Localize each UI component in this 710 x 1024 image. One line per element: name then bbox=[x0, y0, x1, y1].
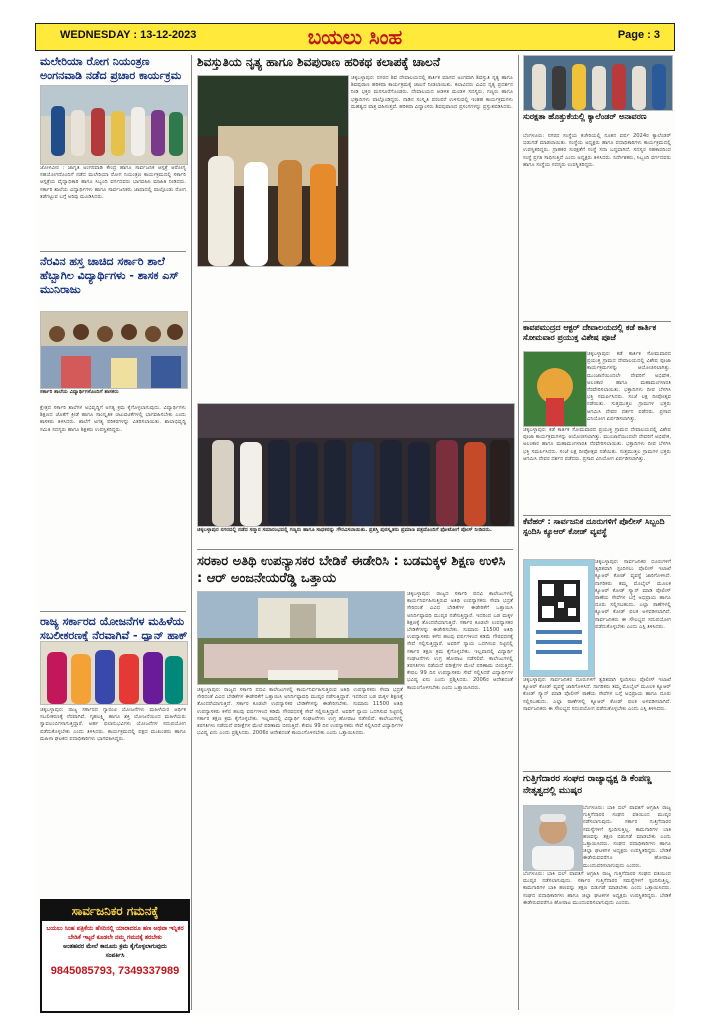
article-headline: ಮಲೇರಿಯಾ ರೋಗ ನಿಯಂತ್ರಣ ಅಂಗನವಾಡಿ ನಡೆದ ಪ್ರಚಾರ ಕಾರ್ಯಕ್ರಮ bbox=[40, 55, 182, 82]
notice-line: ಅಂತಹವರ ಮೇಲೆ ಕಾನೂನು ಕ್ರಮ ಕೈಗೊಳ್ಳಲಾಗುವುದು bbox=[63, 943, 167, 950]
article-headline: ನೆರವಿನ ಹಸ್ತ ಚಾಚಿದ ಸರ್ಕಾರಿ ಶಾಲೆ ಹೆಬ್ಬಾಗಿಲ ವಿದ್ಯಾರ್ಥಿಗಳು - ಶಾಸಕ ಎಸ್ ಮುನಿರಾಜು bbox=[40, 255, 179, 296]
notice-title: ಸಾರ್ವಜನಿಕರ ಗಮನಕ್ಕೆ bbox=[42, 901, 188, 921]
article-women bbox=[40, 615, 188, 643]
column-divider bbox=[191, 55, 192, 1010]
article-headline: ಸರಕಾರ ಅತಿಥಿ ಉಪನ್ಯಾಸಕರ ಬೇಡಿಕೆ ಈಡೇರಿಸಿ : ಬಡಮಕ್ಕಳ ಶಿಕ್ಷಣ ಉಳಿಸಿ : ಆರ್ ಅಂಜನೇಯರೆಡ್ಡಿ ಒತ್ತಾಯ bbox=[197, 554, 506, 586]
article-headline: ಗುತ್ತಿಗೆದಾರರ ಸಂಘದ ರಾಜ್ಯಾಧ್ಯಕ್ಷ ಡಿ ಕೆಂಪಣ್ಣ ನೇತೃತ್ವದಲ್ಲಿ ಮುಷ್ಕರ bbox=[523, 774, 652, 796]
article-body: ಬೆಂಗಳೂರು: ನಗರದ ಸಂಸ್ಥೆಯ ಕಚೇರಿಯಲ್ಲಿ ನೂತನ ವರ್ಷ 2024ರ ಕ್ಯಾಲೆಂಡರ್ ಬಿಡುಗಡೆ ಮಾಡಲಾಯಿತು. ಸಂಸ್ಥೆಯ ಅಧ್ಯಕ್ಷರು ಹಾಗೂ ಪದಾಧಿಕಾರಿಗಳು ಕಾರ್ಯಕ್ರಮದಲ್ಲಿ ಉಪಸ್ಥಿತರಿದ್ದರು. ಗ್ರಾಹಕರ ಸುರಕ್ಷತೆಗೆ ಸಂಸ್ಥೆ ಸದಾ ಬದ್ಧವಾಗಿದೆ. ಸದಸ್ಯರ ಸಹಕಾರದಿಂದ ಸಂಸ್ಥೆ ಪ್ರಗತಿ ಸಾಧಿಸುತ್ತಿದೆ ಎಂದು ಅಧ್ಯಕ್ಷರು ತಿಳಿಸಿದರು. ನಿರ್ದೇಶಕರು, ಸಿಬ್ಬಂದಿ ವರ್ಗದವರು ಹಾಗೂ ಸಂಸ್ಥೆಯ ಸದಸ್ಯರು ಉಪಸ್ಥಿತರಿದ್ದರು. bbox=[523, 133, 671, 168]
article-photo bbox=[523, 55, 673, 111]
article-divider bbox=[523, 771, 671, 772]
article-photo bbox=[523, 351, 587, 427]
article-headline: ರಾಜ್ಯ ಸರ್ಕಾರದ ಯೋಜನೆಗಳ ಮಹಿಳೆಯ ಸಬಲೀಕರಣಕ್ಕೆ ನೆರವಾಗಿವೆ - ಧ್ಯಾನ್ ಹಾಕ್ bbox=[40, 615, 188, 642]
article-body: ಚಿಕ್ಕಬಳ್ಳಾಪುರ: ಸಾರ್ವಜನಿಕರ ದೂರುಗಳಿಗೆ ತ್ವರಿತವಾಗಿ ಸ್ಪಂದಿಸಲು ಪೊಲೀಸ್ ಇಲಾಖೆ ಕ್ಯೂಆರ್ ಕೋಡ್ ವ್ಯವಸ್ಥೆ ಜಾರಿಗೊಳಿಸಿದೆ. ನಾಗರಿಕರು ತಮ್ಮ ಮೊಬೈಲ್ ಮೂಲಕ ಕ್ಯೂಆರ್ ಕೋಡ್ ಸ್ಕ್ಯಾನ್ ಮಾಡಿ ಪೊಲೀಸ್ ಠಾಣೆಯ ಸೇವೆಗಳ ಬಗ್ಗೆ ಅಭಿಪ್ರಾಯ ಹಾಗೂ ದೂರು ಸಲ್ಲಿಸಬಹುದು. ಎಲ್ಲಾ ಠಾಣೆಗಳಲ್ಲಿ ಕ್ಯೂಆರ್ ಕೋಡ್ ಫಲಕ ಅಳವಡಿಸಲಾಗಿದೆ. ಸಾರ್ವಜನಿಕರು ಈ ಸೌಲಭ್ಯದ ಸದುಪಯೋಗ ಪಡೆದುಕೊಳ್ಳಬೇಕು ಎಂದು ಎಸ್ಪಿ ತಿಳಿಸಿದರು. bbox=[595, 559, 671, 630]
article-body: ಜೋಳವೀರ : ಜಾಗೃತಿ ಅಂಗನವಾಡಿ ಕೇಂದ್ರ ಹಾಗೂ ಸಾರ್ವಜನಿಕ ಆಸ್ಪತ್ರೆ ಆರೋಗ್ಯ ಸಹಯೋಗದೊಂದಿಗೆ ನಡೆದ ಮಲೇರಿಯಾ ರೋಗ ನಿಯಂತ್ರಣ ಕಾರ್ಯಕ್ರಮದಲ್ಲಿ ಸರ್ಕಾರಿ ಆಸ್ಪತ್ರೆಯ ವೈದ್ಯಾಧಿಕಾರಿ ಹಾಗೂ ಸಿಬ್ಬಂದಿ ವರ್ಗದವರು ಭಾಗವಹಿಸಿ ಮಾಹಿತಿ ನೀಡಿದರು. ಸರ್ಕಾರಿ ಶಾಲೆಯ ವಿದ್ಯಾರ್ಥಿಗಳು ಹಾಗೂ ಸಾರ್ವಜನಿಕರು ಜಾಥಾದಲ್ಲಿ ಪಾಲ್ಗೊಂಡು ರೋಗ ತಡೆಗಟ್ಟುವ ಬಗ್ಗೆ ಅರಿವು ಮೂಡಿಸಿದರು. bbox=[40, 165, 186, 200]
article-photo bbox=[197, 403, 515, 527]
article-photo bbox=[40, 85, 188, 165]
article-photo bbox=[523, 805, 583, 871]
article-headline: ಶಿವಸ್ತುತಿಯ ನೃತ್ಯ ಹಾಗೂ ಶಿವಪುರಾಣ ಹರಿಕಥ ಕಲಾಪಕ್ಕೆ ಚಾಲನೆ bbox=[197, 55, 440, 69]
article-divider bbox=[40, 611, 186, 612]
article-body: ಚಿಕ್ಕಬಳ್ಳಾಪುರ: ರಾಜ್ಯ ಸರ್ಕಾರದ ಗ್ಯಾರಂಟಿ ಯೋಜನೆಗಳು ಮಹಿಳೆಯರ ಆರ್ಥಿಕ ಸಬಲೀಕರಣಕ್ಕೆ ನೆರವಾಗಿವೆ. ಗೃಹಲಕ್ಷ್ಮಿ ಹಾಗೂ ಶಕ್ತಿ ಯೋಜನೆಯಿಂದ ಮಹಿಳೆಯರು ಸ್ವಾವಲಂಬಿಗಳಾಗುತ್ತಿದ್ದಾರೆ. ಅರ್ಹ ಫಲಾನುಭವಿಗಳು ಯೋಜನೆಗಳ ಸದುಪಯೋಗ ಪಡೆದುಕೊಳ್ಳಬೇಕು ಎಂದು ತಿಳಿಸಿದರು. ಕಾರ್ಯಕ್ರಮದಲ್ಲಿ ಪಕ್ಷದ ಮುಖಂಡರು ಹಾಗೂ ಮಹಿಳಾ ಘಟಕದ ಪದಾಧಿಕಾರಿಗಳು ಭಾಗವಹಿಸಿದ್ದರು. bbox=[40, 707, 186, 742]
notice-line: ಬಯಲು ಸಿಂಹ ಪತ್ರಿಕೆಯ ಹೆಸರಿನಲ್ಲಿ ಯಾರಾದರೂ ಹಣ ಅಥವಾ ಇನ್ನಿತರ ಬೇಡಿಕೆ ಇಟ್ಟರೆ ಕೂಡಲೇ ನಮ್ಮ ಗಮನಕ್ಕೆ ತರಬೇಕು bbox=[46, 925, 184, 941]
public-notice-box bbox=[40, 899, 190, 1013]
article-photo bbox=[197, 591, 405, 685]
article-photo bbox=[197, 75, 349, 267]
article-headline: ಕೆವೆಹರ್ : ಸಾರ್ವಜನಿಕ ದೂರುಗಳಿಗೆ ಪೊಲೀಸ್ ಸಿಬ್ಬಂದಿ ಸ್ಪಂದಿಸಿ ಕ್ಯೂಆರ್ ಕೋಡ್ ವ್ಯವಸ್ಥೆ bbox=[523, 517, 665, 536]
article-headline: ಸುರಕ್ಷತಾ ಹೊತ್ತುಕೆಯಲ್ಲಿ ಕ್ಯಾಲೆಂಡರ್ ಅನಾವರಣ bbox=[523, 112, 647, 121]
article-calendar bbox=[523, 112, 671, 122]
article-divider bbox=[40, 251, 186, 252]
article-contractors bbox=[523, 773, 671, 797]
article-divider bbox=[523, 515, 671, 516]
article-body-continued: ಚಿಕ್ಕಬಳ್ಳಾಪುರ: ಸಾರ್ವಜನಿಕರ ದೂರುಗಳಿಗೆ ತ್ವರಿತವಾಗಿ ಸ್ಪಂದಿಸಲು ಪೊಲೀಸ್ ಇಲಾಖೆ ಕ್ಯೂಆರ್ ಕೋಡ್ ವ್ಯವಸ್ಥೆ ಜಾರಿಗೊಳಿಸಿದೆ. ನಾಗರಿಕರು ತಮ್ಮ ಮೊಬೈಲ್ ಮೂಲಕ ಕ್ಯೂಆರ್ ಕೋಡ್ ಸ್ಕ್ಯಾನ್ ಮಾಡಿ ಪೊಲೀಸ್ ಠಾಣೆಯ ಸೇವೆಗಳ ಬಗ್ಗೆ ಅಭಿಪ್ರಾಯ ಹಾಗೂ ದೂರು ಸಲ್ಲಿಸಬಹುದು. ಎಲ್ಲಾ ಠಾಣೆಗಳಲ್ಲಿ ಕ್ಯೂಆರ್ ಕೋಡ್ ಫಲಕ ಅಳವಡಿಸಲಾಗಿದೆ. ಸಾರ್ವಜನಿಕರು ಈ ಸೌಲಭ್ಯದ ಸದುಪಯೋಗ ಪಡೆದುಕೊಳ್ಳಬೇಕು ಎಂದು ಎಸ್ಪಿ ತಿಳಿಸಿದರು. bbox=[523, 677, 671, 712]
column-divider bbox=[518, 55, 519, 1010]
page-number: Page : 3 bbox=[617, 29, 660, 41]
article-school bbox=[40, 255, 188, 297]
notice-line: ಸಂಪರ್ಕಿಸಿ bbox=[105, 952, 125, 959]
article-body: ಚಿಕ್ಕಬಳ್ಳಾಪುರ: ನಗರದ ಶಿವ ದೇವಾಲಯದಲ್ಲಿ ಕಾರ್ತಿಕ ಮಾಸದ ಅಂಗವಾಗಿ ಶಿವಸ್ತುತಿ ನೃತ್ಯ ಹಾಗೂ ಶಿವಪುರಾಣ ಹರಿಕಥಾ ಕಾರ್ಯಕ್ರಮಕ್ಕೆ ಚಾಲನೆ ನೀಡಲಾಯಿತು. ಕಲಾವಿದರು ವಿವಿಧ ನೃತ್ಯ ಪ್ರದರ್ಶನ ನೀಡಿ ಭಕ್ತರ ಮನಸೂರೆಗೊಂಡರು. ದೇವಾಲಯದ ಆಡಳಿತ ಮಂಡಳಿ ಸದಸ್ಯರು, ಗಣ್ಯರು ಹಾಗೂ ಭಕ್ತಾದಿಗಳು ಪಾಲ್ಗೊಂಡಿದ್ದರು. ನಾಡಿನ ಸಂಸ್ಕೃತಿ ಪರಂಪರೆ ಉಳಿಸುವಲ್ಲಿ ಇಂತಹ ಕಾರ್ಯಕ್ರಮಗಳು ಮಹತ್ವದ ಪಾತ್ರ ವಹಿಸುತ್ತವೆ. ಹರಿಕಥಾ ವಿದ್ವಾಂಸರು ಶಿವಪುರಾಣದ ಪ್ರಸಂಗಗಳನ್ನು ಪ್ರಸ್ತುತಪಡಿಸಿದರು. bbox=[351, 75, 513, 110]
article-temple bbox=[523, 323, 671, 343]
article-photo bbox=[40, 311, 188, 389]
article-malaria bbox=[40, 55, 188, 83]
masthead-bar bbox=[35, 23, 675, 51]
article-body-continued: ಚಿಕ್ಕಬಳ್ಳಾಪುರ: ರಾಜ್ಯದ ಸರ್ಕಾರಿ ಪದವಿ ಕಾಲೇಜುಗಳಲ್ಲಿ ಕಾರ್ಯನಿರ್ವಹಿಸುತ್ತಿರುವ ಅತಿಥಿ ಉಪನ್ಯಾಸಕರು ಸೇವಾ ಭದ್ರತೆ ಸೇರಿದಂತೆ ವಿವಿಧ ಬೇಡಿಕೆಗಳ ಈಡೇರಿಕೆಗೆ ಒತ್ತಾಯಿಸಿ ಅನಿರ್ದಿಷ್ಟಾವಧಿ ಮುಷ್ಕರ ನಡೆಸುತ್ತಿದ್ದಾರೆ. ಇದರಿಂದ ಬಡ ಮಕ್ಕಳ ಶಿಕ್ಷಣಕ್ಕೆ ತೊಂದರೆಯಾಗುತ್ತಿದೆ. ಸರ್ಕಾರ ಕೂಡಲೇ ಉಪನ್ಯಾಸಕರ ಬೇಡಿಕೆಗಳನ್ನು ಈಡೇರಿಸಬೇಕು. ಸುಮಾರು 11500 ಅತಿಥಿ ಉಪನ್ಯಾಸಕರು ಕಳೆದ ಹಲವು ವರ್ಷಗಳಿಂದ ಕಡಿಮೆ ಗೌರವಧನಕ್ಕೆ ಸೇವೆ ಸಲ್ಲಿಸುತ್ತಿದ್ದಾರೆ. ಅವರಿಗೆ ನ್ಯಾಯ ಒದಗಿಸುವ ನಿಟ್ಟಿನಲ್ಲಿ ಸರ್ಕಾರ ತಕ್ಷಣ ಕ್ರಮ ಕೈಗೊಳ್ಳಬೇಕು. ಇಲ್ಲವಾದಲ್ಲಿ ವಿದ್ಯಾರ್ಥಿ ಸಂಘಟನೆಗಳು ಉಗ್ರ ಹೋರಾಟ ನಡೆಸಲಿವೆ. ಕಾಲೇಜುಗಳಲ್ಲಿ ತರಗತಿಗಳು ನಡೆಯದೆ ಪರೀಕ್ಷೆಗಳ ಮೇಲೆ ಪರಿಣಾಮ ಬೀರುತ್ತಿದೆ. ಕೇವಲ 99 ದಿನ ಉಪನ್ಯಾಸಕರು ಸೇವೆ ಸಲ್ಲಿಸಿದರೆ ವಿದ್ಯಾರ್ಥಿಗಳ ಭವಿಷ್ಯ ಏನು ಎಂದು ಪ್ರಶ್ನಿಸಿದರು. 2006ರ ಆದೇಶದಂತೆ ಕಾಯಂಗೊಳಿಸಬೇಕು ಎಂದು ಒತ್ತಾಯಿಸಿದರು. bbox=[197, 687, 403, 737]
article-lecturers bbox=[197, 553, 513, 587]
notice-text bbox=[42, 921, 188, 963]
issue-date: WEDNESDAY : 13-12-2023 bbox=[60, 29, 197, 41]
newspaper-page bbox=[35, 15, 675, 1015]
article-headline: ಕಾವಪಮುದ್ರದ ಆಕ್ಟರ್ ದೇವಾಲಯದಲ್ಲಿ ಕಡೆ ಕಾರ್ತಿಕ ಸೋಮವಾರ ಪ್ರಯುಕ್ತ ವಿಶೇಷ ಪೂಜೆ bbox=[523, 323, 657, 342]
newspaper-title: ಬಯಲು ಸಿಂಹ bbox=[307, 25, 403, 49]
article-divider bbox=[523, 321, 671, 322]
article-dance bbox=[197, 55, 513, 69]
article-body: ಕ್ಷೇತ್ರದ ಸರ್ಕಾರಿ ಶಾಲೆಗಳ ಅಭಿವೃದ್ಧಿಗೆ ಅಗತ್ಯ ಕ್ರಮ ಕೈಗೊಳ್ಳಲಾಗುವುದು. ವಿದ್ಯಾರ್ಥಿಗಳು ಶಿಕ್ಷಣದ ಜೊತೆಗೆ ಕ್ರೀಡೆ ಹಾಗೂ ಸಾಂಸ್ಕೃತಿಕ ಚಟುವಟಿಕೆಗಳಲ್ಲಿ ಭಾಗವಹಿಸಬೇಕು ಎಂದು ಶಾಸಕರು ತಿಳಿಸಿದರು. ಶಾಲೆಗೆ ಅಗತ್ಯ ಪರಿಕರಗಳನ್ನು ವಿತರಿಸಲಾಯಿತು. ಶಾಲಾಭಿವೃದ್ಧಿ ಸಮಿತಿ ಸದಸ್ಯರು ಹಾಗೂ ಶಿಕ್ಷಕರು ಉಪಸ್ಥಿತರಿದ್ದರು. bbox=[40, 405, 186, 433]
photo-caption: ಸರ್ಕಾರಿ ಶಾಲೆಯ ವಿದ್ಯಾರ್ಥಿಗಳೊಂದಿಗೆ ಶಾಸಕರು bbox=[40, 389, 119, 395]
article-photo bbox=[40, 641, 188, 705]
article-body-continued: ಚಿಕ್ಕಬಳ್ಳಾಪುರ: ಕಡೆ ಕಾರ್ತಿಕ ಸೋಮವಾರದ ಪ್ರಯುಕ್ತ ಗ್ರಾಮದ ದೇವಾಲಯದಲ್ಲಿ ವಿಶೇಷ ಪೂಜಾ ಕಾರ್ಯಕ್ರಮಗಳನ್ನು ಆಯೋಜಿಸಲಾಗಿತ್ತು. ಮುಂಜಾನೆಯಿಂದಲೇ ದೇವರಿಗೆ ಅಭಿಷೇಕ, ಅಲಂಕಾರ ಹಾಗೂ ಮಹಾಮಂಗಳಾರತಿ ನೆರವೇರಿಸಲಾಯಿತು. ಭಕ್ತಾದಿಗಳು ದೀಪ ಬೆಳಗಿಸಿ ಭಕ್ತಿ ಸಮರ್ಪಿಸಿದರು. ಸಂಜೆ ಲಕ್ಷ ದೀಪೋತ್ಸವ ನಡೆಯಿತು. ಸುತ್ತಮುತ್ತಲ ಗ್ರಾಮಗಳ ಭಕ್ತರು ಆಗಮಿಸಿ ದೇವರ ದರ್ಶನ ಪಡೆದರು. ಪ್ರಸಾದ ವಿನಿಯೋಗ ಏರ್ಪಡಿಸಲಾಗಿತ್ತು. bbox=[523, 427, 671, 462]
article-body: ಚಿಕ್ಕಬಳ್ಳಾಪುರ: ರಾಜ್ಯದ ಸರ್ಕಾರಿ ಪದವಿ ಕಾಲೇಜುಗಳಲ್ಲಿ ಕಾರ್ಯನಿರ್ವಹಿಸುತ್ತಿರುವ ಅತಿಥಿ ಉಪನ್ಯಾಸಕರು ಸೇವಾ ಭದ್ರತೆ ಸೇರಿದಂತೆ ವಿವಿಧ ಬೇಡಿಕೆಗಳ ಈಡೇರಿಕೆಗೆ ಒತ್ತಾಯಿಸಿ ಅನಿರ್ದಿಷ್ಟಾವಧಿ ಮುಷ್ಕರ ನಡೆಸುತ್ತಿದ್ದಾರೆ. ಇದರಿಂದ ಬಡ ಮಕ್ಕಳ ಶಿಕ್ಷಣಕ್ಕೆ ತೊಂದರೆಯಾಗುತ್ತಿದೆ. ಸರ್ಕಾರ ಕೂಡಲೇ ಉಪನ್ಯಾಸಕರ ಬೇಡಿಕೆಗಳನ್ನು ಈಡೇರಿಸಬೇಕು. ಸುಮಾರು 11500 ಅತಿಥಿ ಉಪನ್ಯಾಸಕರು ಕಳೆದ ಹಲವು ವರ್ಷಗಳಿಂದ ಕಡಿಮೆ ಗೌರವಧನಕ್ಕೆ ಸೇವೆ ಸಲ್ಲಿಸುತ್ತಿದ್ದಾರೆ. ಅವರಿಗೆ ನ್ಯಾಯ ಒದಗಿಸುವ ನಿಟ್ಟಿನಲ್ಲಿ ಸರ್ಕಾರ ತಕ್ಷಣ ಕ್ರಮ ಕೈಗೊಳ್ಳಬೇಕು. ಇಲ್ಲವಾದಲ್ಲಿ ವಿದ್ಯಾರ್ಥಿ ಸಂಘಟನೆಗಳು ಉಗ್ರ ಹೋರಾಟ ನಡೆಸಲಿವೆ. ಕಾಲೇಜುಗಳಲ್ಲಿ ತರಗತಿಗಳು ನಡೆಯದೆ ಪರೀಕ್ಷೆಗಳ ಮೇಲೆ ಪರಿಣಾಮ ಬೀರುತ್ತಿದೆ. ಕೇವಲ 99 ದಿನ ಉಪನ್ಯಾಸಕರು ಸೇವೆ ಸಲ್ಲಿಸಿದರೆ ವಿದ್ಯಾರ್ಥಿಗಳ ಭವಿಷ್ಯ ಏನು ಎಂದು ಪ್ರಶ್ನಿಸಿದರು. 2006ರ ಆದೇಶದಂತೆ ಕಾಯಂಗೊಳಿಸಬೇಕು ಎಂದು ಒತ್ತಾಯಿಸಿದರು. bbox=[407, 591, 513, 691]
article-body: ಬೆಂಗಳೂರು: ಬಾಕಿ ಬಿಲ್ ಪಾವತಿಗೆ ಆಗ್ರಹಿಸಿ ರಾಜ್ಯ ಗುತ್ತಿಗೆದಾರರ ಸಂಘದ ವತಿಯಿಂದ ಮುಷ್ಕರ ನಡೆಸಲಾಗುವುದು. ಸರ್ಕಾರ ಗುತ್ತಿಗೆದಾರರ ಸಮಸ್ಯೆಗಳಿಗೆ ಸ್ಪಂದಿಸುತ್ತಿಲ್ಲ. ಕಾಮಗಾರಿಗಳ ಬಾಕಿ ಹಣವನ್ನು ತಕ್ಷಣ ಬಿಡುಗಡೆ ಮಾಡಬೇಕು ಎಂದು ಒತ್ತಾಯಿಸಿದರು. ಸಂಘದ ಪದಾಧಿಕಾರಿಗಳು ಹಾಗೂ ಜಿಲ್ಲಾ ಘಟಕಗಳ ಅಧ್ಯಕ್ಷರು ಉಪಸ್ಥಿತರಿದ್ದರು. ಬೇಡಿಕೆ ಈಡೇರುವವರೆಗೂ ಹೋರಾಟ ಮುಂದುವರಿಸಲಾಗುವುದು ಎಂದರು. bbox=[583, 805, 671, 869]
article-body: ಚಿಕ್ಕಬಳ್ಳಾಪುರ: ಕಡೆ ಕಾರ್ತಿಕ ಸೋಮವಾರದ ಪ್ರಯುಕ್ತ ಗ್ರಾಮದ ದೇವಾಲಯದಲ್ಲಿ ವಿಶೇಷ ಪೂಜಾ ಕಾರ್ಯಕ್ರಮಗಳನ್ನು ಆಯೋಜಿಸಲಾಗಿತ್ತು. ಮುಂಜಾನೆಯಿಂದಲೇ ದೇವರಿಗೆ ಅಭಿಷೇಕ, ಅಲಂಕಾರ ಹಾಗೂ ಮಹಾಮಂಗಳಾರತಿ ನೆರವೇರಿಸಲಾಯಿತು. ಭಕ್ತಾದಿಗಳು ದೀಪ ಬೆಳಗಿಸಿ ಭಕ್ತಿ ಸಮರ್ಪಿಸಿದರು. ಸಂಜೆ ಲಕ್ಷ ದೀಪೋತ್ಸವ ನಡೆಯಿತು. ಸುತ್ತಮುತ್ತಲ ಗ್ರಾಮಗಳ ಭಕ್ತರು ಆಗಮಿಸಿ ದೇವರ ದರ್ಶನ ಪಡೆದರು. ಪ್ರಸಾದ ವಿನಿಯೋಗ ಏರ್ಪಡಿಸಲಾಗಿತ್ತು. bbox=[587, 351, 671, 422]
article-photo bbox=[523, 559, 595, 677]
article-body-continued: ಬೆಂಗಳೂರು: ಬಾಕಿ ಬಿಲ್ ಪಾವತಿಗೆ ಆಗ್ರಹಿಸಿ ರಾಜ್ಯ ಗುತ್ತಿಗೆದಾರರ ಸಂಘದ ವತಿಯಿಂದ ಮುಷ್ಕರ ನಡೆಸಲಾಗುವುದು. ಸರ್ಕಾರ ಗುತ್ತಿಗೆದಾರರ ಸಮಸ್ಯೆಗಳಿಗೆ ಸ್ಪಂದಿಸುತ್ತಿಲ್ಲ. ಕಾಮಗಾರಿಗಳ ಬಾಕಿ ಹಣವನ್ನು ತಕ್ಷಣ ಬಿಡುಗಡೆ ಮಾಡಬೇಕು ಎಂದು ಒತ್ತಾಯಿಸಿದರು. ಸಂಘದ ಪದಾಧಿಕಾರಿಗಳು ಹಾಗೂ ಜಿಲ್ಲಾ ಘಟಕಗಳ ಅಧ್ಯಕ್ಷರು ಉಪಸ್ಥಿತರಿದ್ದರು. ಬೇಡಿಕೆ ಈಡೇರುವವರೆಗೂ ಹೋರಾಟ ಮುಂದುವರಿಸಲಾಗುವುದು ಎಂದರು. bbox=[523, 871, 671, 906]
article-qr bbox=[523, 517, 671, 537]
notice-phone-numbers: 9845085793, 7349337989 bbox=[50, 965, 180, 977]
article-divider bbox=[197, 549, 513, 550]
photo-caption: ಚಿಕ್ಕಬಳ್ಳಾಪುರ ನಗರದಲ್ಲಿ ನಡೆದ ಸನ್ಮಾನ ಸಮಾರಂಭದಲ್ಲಿ ಗಣ್ಯರು ಹಾಗೂ ಸಾಧಕರನ್ನು ಗೌರವಿಸಲಾಯಿತು. ಪ್ರಶಸ್ತಿ ಪುರಸ್ಕೃತರು ಪ್ರಮಾಣ ಪತ್ರದೊಂದಿಗೆ ಫೋಟೋಗೆ ಪೋಸ್ ನೀಡಿದರು. bbox=[197, 527, 492, 533]
